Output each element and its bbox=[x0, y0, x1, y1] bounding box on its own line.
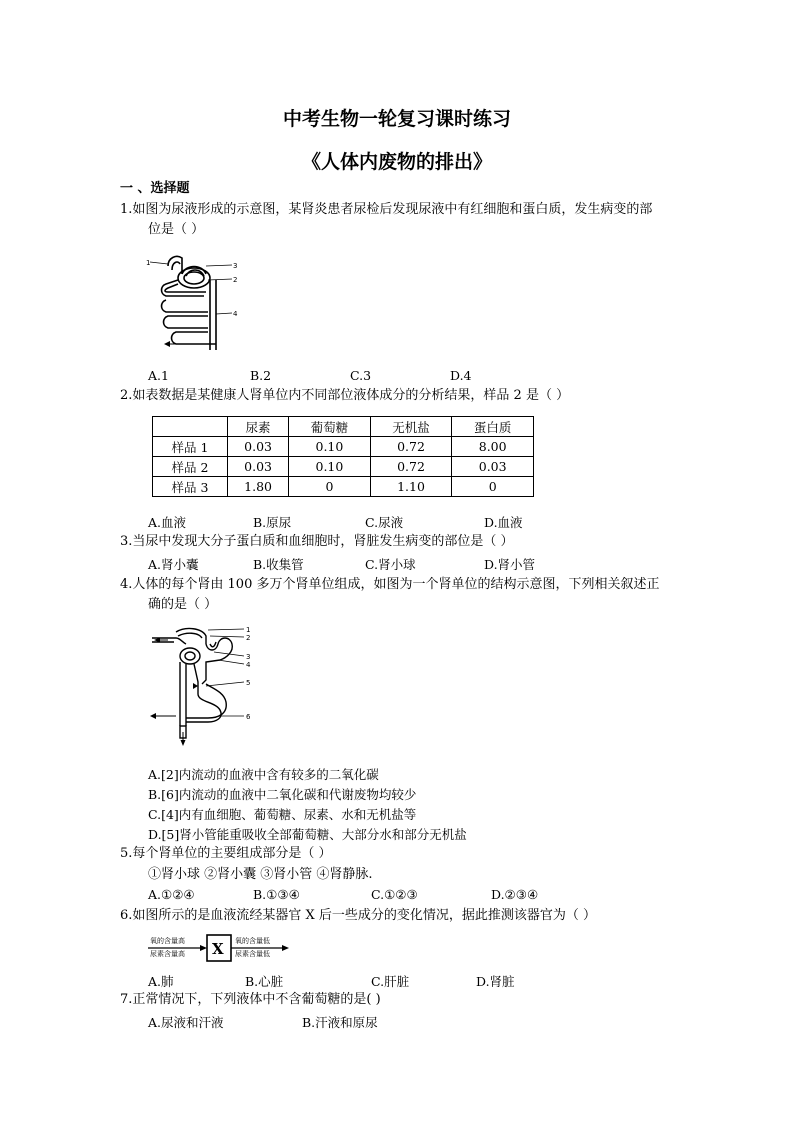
q6-left-bottom-label: 尿素含量高 bbox=[150, 950, 185, 958]
q4-fig-label-1: 1 bbox=[246, 626, 251, 634]
q7-stem: 7.正常情况下，下列液体中不含葡萄糖的是( ) bbox=[120, 992, 381, 1007]
nephron-diagram-1 bbox=[146, 250, 246, 358]
q1-kidney-figure bbox=[146, 250, 246, 358]
q1-stem-line1: 1.如图为尿液形成的示意图，某肾炎患者尿检后发现尿液中有红细胞和蛋白质，发生病变的部 bbox=[120, 202, 653, 217]
table-cell: 0.03 bbox=[228, 437, 289, 457]
q5-items: ①肾小球 ②肾小囊 ③肾小管 ④肾静脉. bbox=[148, 867, 373, 882]
table-header-cell bbox=[153, 417, 228, 437]
q6-option-d[interactable]: D.肾脏 bbox=[476, 974, 515, 989]
table-header-cell: 蛋白质 bbox=[452, 417, 534, 437]
q1-option-b[interactable]: B.2 bbox=[250, 368, 272, 383]
table-cell: 0.10 bbox=[289, 457, 371, 477]
page-subtitle: 《人体内废物的排出》 bbox=[301, 151, 492, 173]
table-cell: 0 bbox=[452, 477, 534, 497]
table-cell: 0.72 bbox=[370, 457, 452, 477]
q1-fig-label-4: 4 bbox=[233, 310, 238, 318]
q7-option-b[interactable]: B.汗液和原尿 bbox=[302, 1015, 378, 1030]
q3-stem: 3.当尿中发现大分子蛋白质和血细胞时，肾脏发生病变的部位是（ ） bbox=[120, 534, 514, 549]
table-cell: 8.00 bbox=[452, 437, 534, 457]
table-header-row bbox=[153, 417, 534, 437]
q4-fig-label-4: 4 bbox=[246, 661, 251, 669]
q4-fig-label-2: 2 bbox=[246, 634, 251, 642]
q2-data-table bbox=[152, 416, 534, 497]
q2-option-d[interactable]: D.血液 bbox=[484, 515, 523, 530]
table-row bbox=[153, 457, 534, 477]
q1-stem-line2: 位是（ ） bbox=[148, 222, 205, 237]
q6-option-a[interactable]: A.肺 bbox=[148, 974, 174, 989]
q4-stem-line2: 确的是（ ） bbox=[148, 597, 218, 612]
q3-option-b[interactable]: B.收集管 bbox=[253, 557, 304, 572]
q1-option-d[interactable]: D.4 bbox=[450, 368, 472, 383]
q1-option-a[interactable]: A.1 bbox=[148, 368, 169, 383]
table-cell: 1.80 bbox=[228, 477, 289, 497]
q1-fig-label-2: 2 bbox=[233, 276, 238, 284]
q6-flow-figure bbox=[146, 932, 292, 964]
page-title: 中考生物一轮复习课时练习 bbox=[282, 108, 511, 130]
table-row bbox=[153, 477, 534, 497]
q5-option-c[interactable]: C.①②③ bbox=[371, 887, 418, 902]
q1-fig-label-3: 3 bbox=[233, 262, 238, 270]
q4-fig-label-3: 3 bbox=[246, 653, 251, 661]
q4-option-b[interactable]: B.[6]内流动的血液中二氧化碳和代谢废物均较少 bbox=[148, 787, 417, 802]
table-cell: 0.03 bbox=[228, 457, 289, 477]
q1-fig-label-1: 1 bbox=[146, 259, 151, 267]
organ-x-diagram bbox=[146, 932, 292, 964]
table-cell: 样品 1 bbox=[153, 437, 228, 457]
table-cell: 0.10 bbox=[289, 437, 371, 457]
table-cell: 1.10 bbox=[370, 477, 452, 497]
q6-option-b[interactable]: B.心脏 bbox=[245, 974, 284, 989]
table-header-cell: 尿素 bbox=[228, 417, 289, 437]
section-heading: 一 、选择题 bbox=[120, 181, 190, 196]
q6-right-bottom-label: 尿素含量低 bbox=[235, 950, 270, 958]
table-cell: 样品 2 bbox=[153, 457, 228, 477]
q2-option-a[interactable]: A.血液 bbox=[148, 515, 187, 530]
table-cell: 0.03 bbox=[452, 457, 534, 477]
q7-option-a[interactable]: A.尿液和汗液 bbox=[148, 1015, 224, 1030]
q6-stem: 6.如图所示的是血液流经某器官 X 后一些成分的变化情况，据此推测该器官为（ ） bbox=[120, 908, 597, 923]
q3-option-c[interactable]: C.肾小球 bbox=[365, 557, 416, 572]
q3-option-d[interactable]: D.肾小管 bbox=[484, 557, 536, 572]
q4-option-d[interactable]: D.[5]肾小管能重吸收全部葡萄糖、大部分水和部分无机盐 bbox=[148, 827, 467, 842]
q4-option-c[interactable]: C.[4]内有血细胞、葡萄糖、尿素、水和无机盐等 bbox=[148, 807, 417, 822]
q4-option-a[interactable]: A.[2]内流动的血液中含有较多的二氧化碳 bbox=[148, 767, 379, 782]
table-cell: 样品 3 bbox=[153, 477, 228, 497]
q4-stem-line1: 4.人体的每个肾由 100 多万个肾单位组成，如图为一个肾单位的结构示意图，下列相关叙述正 bbox=[120, 577, 660, 592]
q2-stem: 2.如表数据是某健康人肾单位内不同部位液体成分的分析结果，样品 2 是（ ） bbox=[120, 388, 570, 403]
q6-option-c[interactable]: C.肝脏 bbox=[371, 974, 410, 989]
q6-right-top-label: 氧的含量低 bbox=[235, 937, 270, 945]
nephron-diagram-2 bbox=[146, 622, 258, 750]
q1-option-c[interactable]: C.3 bbox=[350, 368, 372, 383]
q4-fig-label-6: 6 bbox=[246, 713, 251, 721]
q4-nephron-figure bbox=[146, 622, 258, 750]
q4-fig-label-5: 5 bbox=[246, 679, 251, 687]
q6-organ-x: X bbox=[212, 940, 224, 958]
table-cell: 0.72 bbox=[370, 437, 452, 457]
table-cell: 0 bbox=[289, 477, 371, 497]
q6-left-top-label: 氧的含量高 bbox=[150, 937, 185, 945]
q5-option-b[interactable]: B.①③④ bbox=[253, 887, 300, 902]
q5-option-a[interactable]: A.①②④ bbox=[148, 887, 195, 902]
q2-option-c[interactable]: C.尿液 bbox=[365, 515, 404, 530]
q5-option-d[interactable]: D.②③④ bbox=[491, 887, 539, 902]
q3-option-a[interactable]: A.肾小囊 bbox=[148, 557, 199, 572]
table-header-cell: 无机盐 bbox=[370, 417, 452, 437]
q5-stem: 5.每个肾单位的主要组成部分是（ ） bbox=[120, 846, 332, 861]
table-header-cell: 葡萄糖 bbox=[289, 417, 371, 437]
table-row bbox=[153, 437, 534, 457]
q2-option-b[interactable]: B.原尿 bbox=[253, 515, 292, 530]
